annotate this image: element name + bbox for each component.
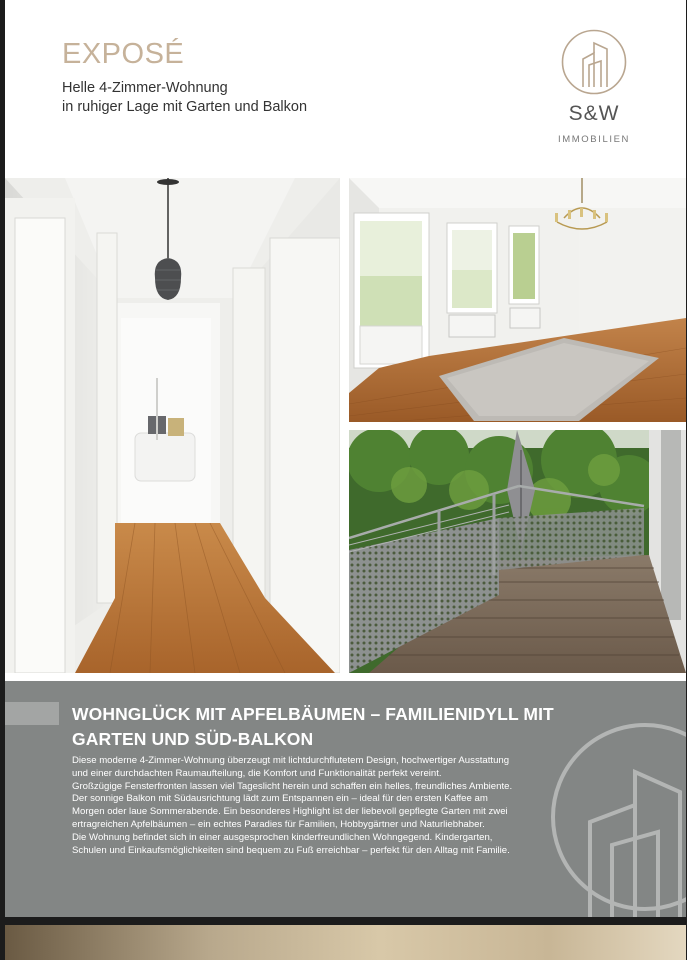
description-paragraph-3: Die Wohnung befindet sich in einer ausgesprochen kinderfreundlichen Wohngegend. Kindergarten, Schulen und Einkaufsmöglichkeiten sind bequem zu Fuß erreichbar – perfekt für den Alltag mit Familie.: [72, 831, 510, 856]
brand-subtitle: IMMOBILIEN: [558, 134, 630, 145]
gold-footer-band: [5, 925, 686, 960]
description-paragraph-1: Diese moderne 4-Zimmer-Wohnung überzeugt mit lichtdurchflutetem Design, hochwertiger Ausstattung und einer durchdachten Raumaufteilung, die Komfort und Funktionalität perfekt vereint.: [72, 755, 510, 779]
page-subtitle: [62, 79, 307, 117]
subtitle-line-1: Helle 4-Zimmer-Wohnung: [62, 80, 228, 96]
expose-page: [5, 0, 686, 960]
description-heading: WOHNGLÜCK MIT APFELBÄUMEN – FAMILIENIDYLL MIT GARTEN UND SÜD-BALKON: [72, 704, 554, 749]
divider: [5, 917, 686, 925]
description-section: [5, 681, 686, 917]
page-title: EXPOSÉ: [62, 38, 185, 70]
building-watermark-icon: [550, 717, 686, 917]
building-logo-icon: [561, 29, 627, 95]
description-paragraph-2: Großzügige Fensterfronten lassen viel Tageslicht herein und schaffen ein helles, freundliches Ambiente. Der sonnige Balkon mit Südausrichtung lädt zum Entspannen ein – ideal für den ersten Kaffee am Morgen oder laue Sommerabende. Ein besonderes Highlight ist der liebevoll gepflegte Garten mit zwei ertragreichen Apfelbäumen – ein echtes Paradies für Familien, Hobbygärtner und Naturliebhaber.: [72, 780, 513, 830]
description-text: [72, 755, 517, 857]
accent-bar: [5, 702, 59, 725]
company-logo: [545, 28, 653, 153]
hallway-photo: [5, 178, 340, 673]
subtitle-line-2: in ruhiger Lage mit Garten und Balkon: [62, 99, 308, 115]
living-room-photo: [349, 178, 686, 422]
balcony-photo: [349, 430, 686, 673]
brand-name: S&W: [568, 102, 620, 125]
